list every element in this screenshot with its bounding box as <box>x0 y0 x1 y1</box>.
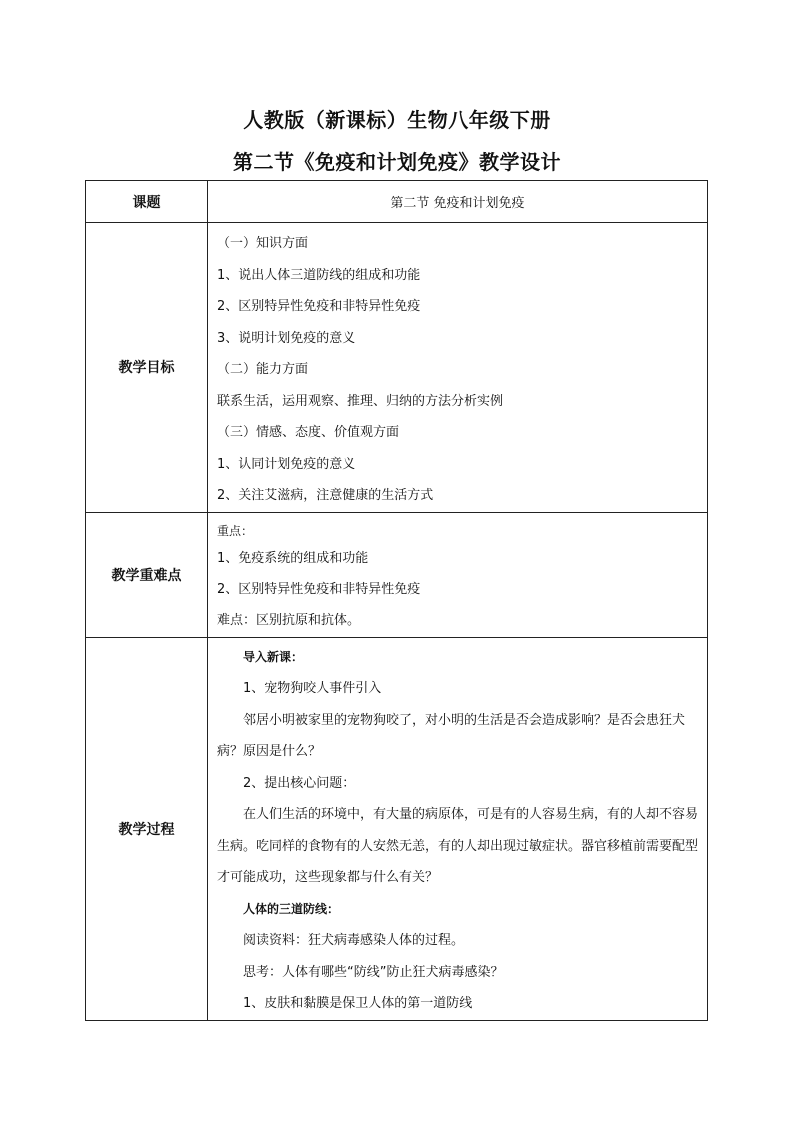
table-row <box>86 181 708 223</box>
goals-cell <box>208 223 708 513</box>
goal-line: 1、认同计划免疫的意义 <box>217 456 356 472</box>
topic-value: 第二节 免疫和计划免疫 <box>208 181 708 223</box>
lesson-plan-table <box>85 180 708 1021</box>
goal-line: 联系生活，运用观察、推理、归纳的方法分析实例 <box>217 393 504 409</box>
table-row <box>86 637 708 1020</box>
topic-label: 课题 <box>86 181 208 223</box>
key-point-line: 2、区别特异性免疫和非特异性免疫 <box>217 582 421 597</box>
goal-line: （三）情感、态度、价值观方面 <box>217 425 400 440</box>
goal-line: （一）知识方面 <box>217 236 309 251</box>
goal-line: 1、说出人体三道防线的组成和功能 <box>217 267 421 283</box>
process-heading: 人体的三道防线： <box>243 901 340 916</box>
page-title: 人教版（新课标）生物八年级下册 <box>243 108 551 132</box>
key-point-line: 重点： <box>217 524 254 538</box>
process-paragraph: 在人们生活的环境中，有大量的病原体，可是有的人容易生病，有的人却不容易生病。吃同样的食物有的人安然无恙，有的人却出现过敏症状。器官移植前需要配型才可能成功，这些现象都与什么有关？ <box>217 807 699 885</box>
key-points-cell <box>208 512 708 637</box>
key-point-line: 难点：区别抗原和抗体。 <box>217 613 361 628</box>
page-subtitle: 第二节《免疫和计划免疫》教学设计 <box>233 150 561 174</box>
goal-line: 3、说明计划免疫的意义 <box>217 330 356 346</box>
process-paragraph: 思考：人体有哪些“防线”防止狂犬病毒感染？ <box>243 964 504 980</box>
process-heading: 导入新课： <box>243 649 304 664</box>
process-paragraph: 1、皮肤和黏膜是保卫人体的第一道防线 <box>243 996 473 1011</box>
process-paragraph: 阅读资料：狂犬病毒感染人体的过程。 <box>243 933 465 948</box>
goal-line: （二）能力方面 <box>217 362 309 377</box>
process-paragraph: 2、提出核心问题： <box>243 775 356 791</box>
key-points-label: 教学重难点 <box>86 512 208 637</box>
goal-line: 2、关注艾滋病，注意健康的生活方式 <box>217 488 434 503</box>
process-cell <box>208 637 708 1020</box>
goals-label: 教学目标 <box>86 223 208 513</box>
key-point-line: 1、免疫系统的组成和功能 <box>217 551 369 566</box>
goal-line: 2、区别特异性免疫和非特异性免疫 <box>217 299 421 314</box>
table-row <box>86 223 708 513</box>
table-row <box>86 512 708 637</box>
process-paragraph: 1、宠物狗咬人事件引入 <box>243 681 382 696</box>
process-label: 教学过程 <box>86 637 208 1020</box>
process-paragraph: 邻居小明被家里的宠物狗咬了，对小明的生活是否会造成影响？是否会患狂犬病？原因是什么？ <box>217 712 686 759</box>
